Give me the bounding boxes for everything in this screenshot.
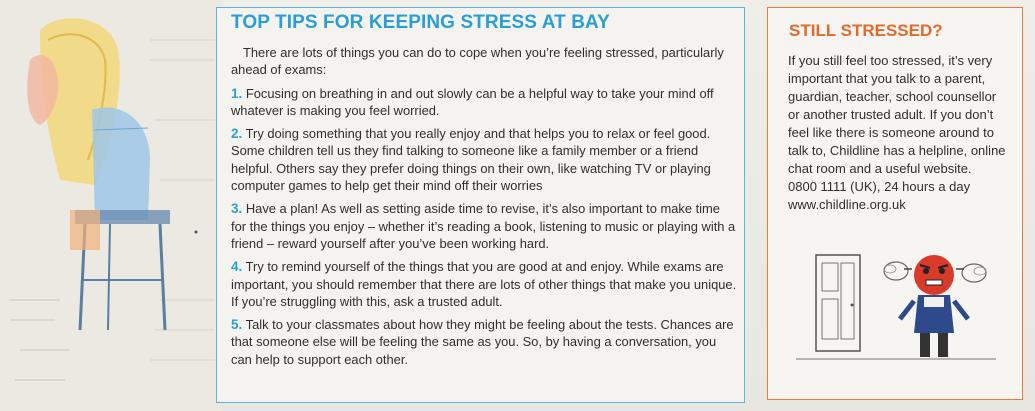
tip-item-3 (231, 200, 737, 252)
tips-body (231, 44, 737, 374)
tip-item-2 (231, 125, 737, 194)
top-tips-panel (216, 7, 745, 403)
still-stressed-panel (767, 7, 1023, 400)
tip-number: 5. (231, 317, 243, 333)
childline-website: www.childline.org.uk (788, 197, 906, 212)
still-stressed-text: If you still feel too stressed, it’s very important that you talk to a parent, guardian, teacher, school counsellor or another trusted adult. If you don’t feel like there is someone around to talk to, Childline has a helpline, online chat room and a useful website. (788, 53, 1006, 176)
tip-text: Talk to your classmates about how they might be feeling about the tests. Chances are that someone else will be feeling the same as you. So, by having a conversation, you can help to support each other. (231, 317, 734, 367)
still-stressed-body (788, 52, 1006, 214)
tip-item-1 (231, 85, 737, 120)
tip-text: Have a plan! As well as setting aside time to revise, it’s also important to make time for the things you enjoy – whether it’s reading a book, listening to music or playing with a friend – reward yourself after you’ve been working hard. (231, 201, 736, 251)
tip-text: Try doing something that you really enjoy and that helps you to relax or feel good. Some children tell us they find talking to someone like a family member or a friend helpful. Others say they prefer doing things on their own, like watching TV or playing computer games to help get their mind off their worries (231, 126, 711, 194)
still-stressed-title: STILL STRESSED? (789, 21, 943, 40)
tips-title: TOP TIPS FOR KEEPING STRESS AT BAY (231, 12, 610, 33)
helpline-phone: 0800 1111 (UK), 24 hours a day (788, 179, 971, 194)
tip-number: 4. (231, 259, 243, 275)
tip-item-5 (231, 316, 737, 368)
tip-number: 1. (231, 85, 243, 101)
tip-text: Focusing on breathing in and out slowly can be a helpful way to take your mind off whatever is making you feel worried. (231, 85, 714, 118)
tip-text: Try to remind yourself of the things that you are good at and enjoy. While exams are important, you should remember that there are lots of other things that make you unique. If you’re struggling with this, ask a trusted adult. (231, 259, 737, 309)
girl-drawing-illustration (0, 0, 222, 411)
tip-number: 3. (231, 201, 243, 217)
angry-child-drawing (786, 249, 1004, 383)
tips-intro: There are lots of things you can do to cope when you’re feeling stressed, particularly ahead of exams: (231, 45, 724, 78)
tip-item-4 (231, 258, 737, 310)
tip-number: 2. (231, 126, 243, 142)
